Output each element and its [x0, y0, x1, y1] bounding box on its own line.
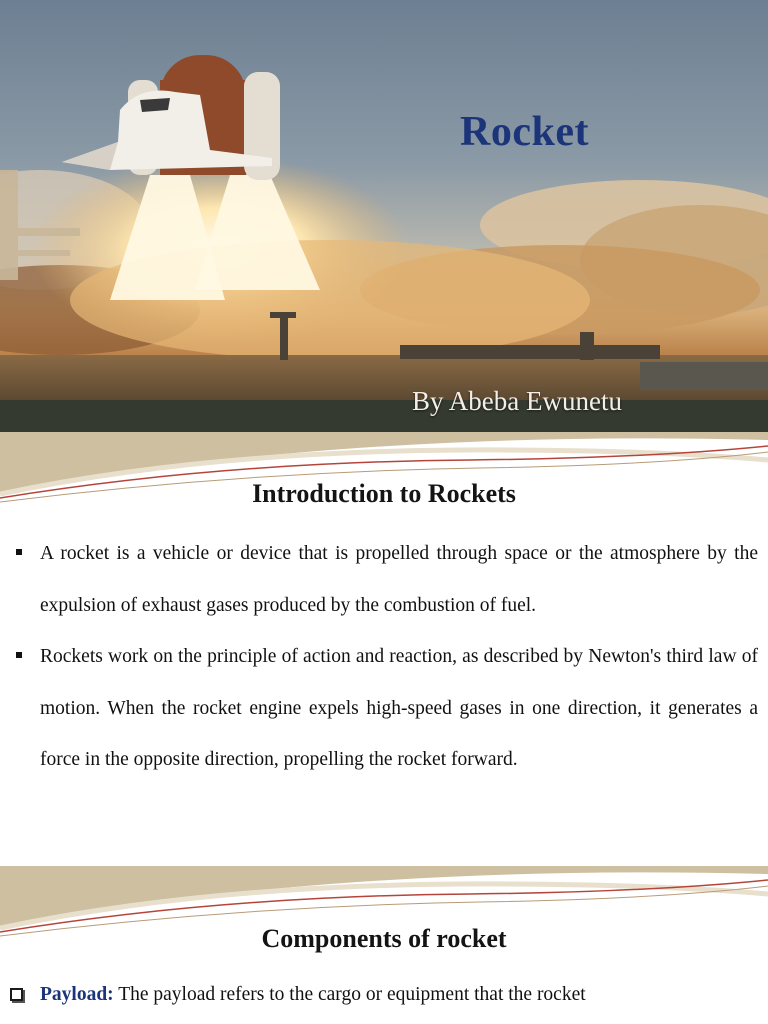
intro-heading: Introduction to Rockets	[252, 479, 516, 508]
checkbox-bullet-icon	[10, 988, 23, 1001]
component-description: The payload refers to the cargo or equipment that the rocket	[118, 984, 586, 1005]
square-bullet-icon	[16, 549, 22, 555]
component-term: Payload:	[40, 984, 114, 1005]
list-item	[8, 980, 760, 1010]
list-item	[14, 631, 758, 786]
bullet-text: Rockets work on the principle of action and reaction, as described by Newton's third law of motion. When the rocket engine expels high-speed gases in one direction, it generates a force in the opposite direction, propelling the rocket forward.	[40, 646, 758, 770]
components-slide	[0, 866, 768, 1024]
intro-slide	[0, 432, 768, 866]
intro-bullet-list	[14, 528, 758, 786]
title-slide	[0, 0, 768, 432]
bullet-text: A rocket is a vehicle or device that is propelled through space or the atmosphere by the expulsion of exhaust gases produced by the combustion of fuel.	[40, 543, 758, 616]
deck-title: Rocket	[460, 109, 589, 155]
shuttle-launch-image	[0, 0, 768, 432]
square-bullet-icon	[16, 652, 22, 658]
list-item	[14, 528, 758, 631]
author-byline: By Abeba Ewunetu	[412, 386, 622, 416]
components-heading: Components of rocket	[261, 924, 507, 953]
